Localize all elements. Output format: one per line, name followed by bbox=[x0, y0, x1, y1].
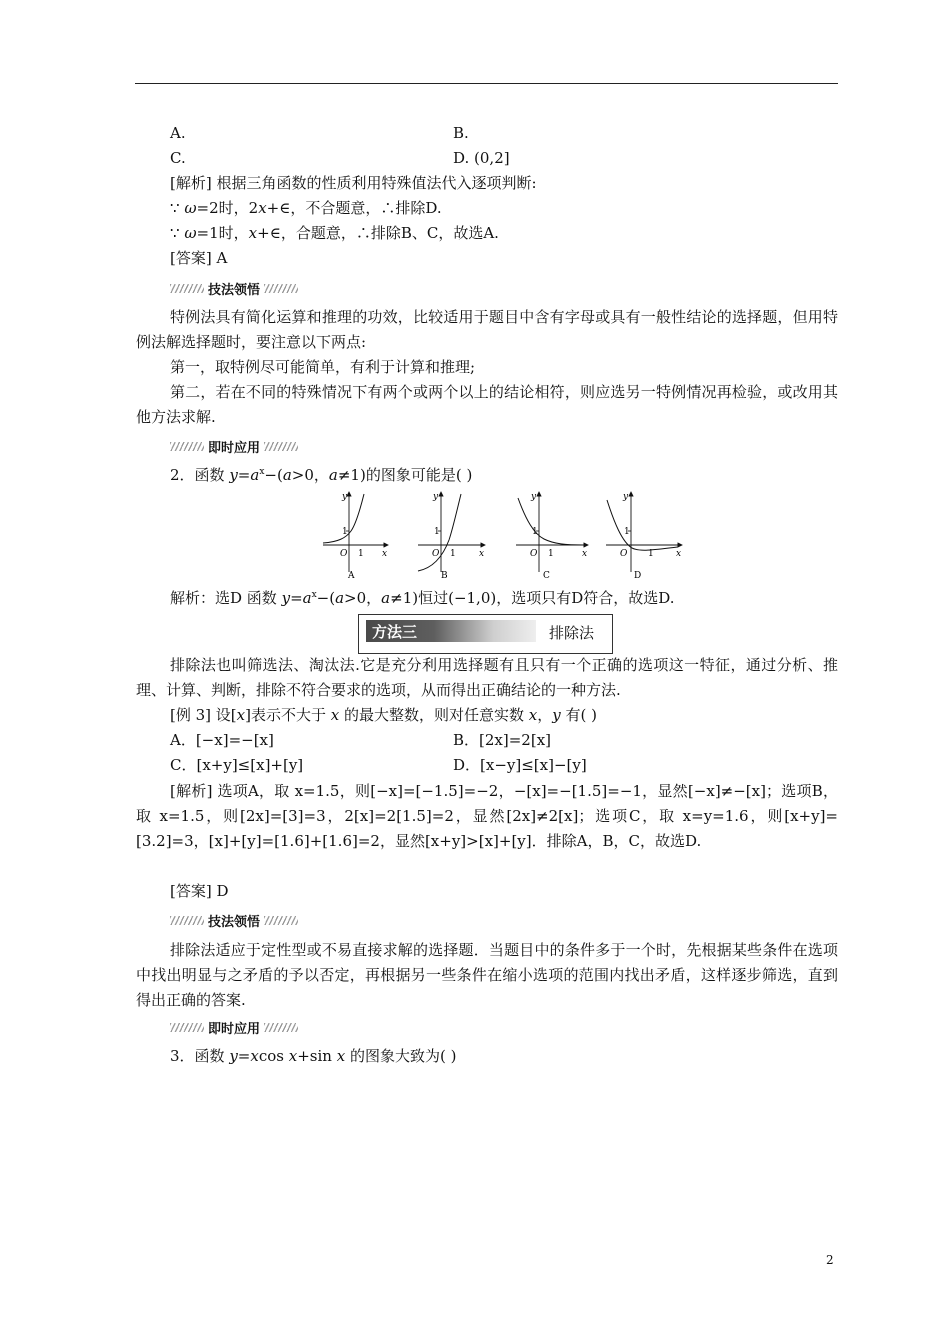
tips-paragraph-3: 第二，若在不同的特殊情况下有两个或两个以上的结论相符，则应选另一特例情况再检验，或改用其他方法求解. bbox=[136, 383, 838, 426]
graph-b-one: 1 bbox=[434, 527, 440, 537]
graph-c-x: x bbox=[582, 549, 588, 559]
ex3-option-a: A．[−x]=−[x] bbox=[170, 731, 274, 749]
analysis-3: [解析] 选项A，取 x=1.5，则[−x]=[−1.5]=−2，−[x]=−[1.5]=−1，显然[−x]≠−[x]；选项B，取 x=1.5，则[2x]=[3]=3，2[x]=2[1.5]=2，显然[2x]≠2[x]；选项C，取 x=y=1.6，则[x+y]=[3.2]=3，[x]+[y]=[1.6]+[1.6]=2，显然[x+y]>[x]+[y]．排除A，B，C，故选D. bbox=[136, 782, 838, 850]
banner-label: 技法领悟 bbox=[208, 914, 261, 930]
option-a: A. bbox=[170, 124, 186, 142]
ex3-option-b: B．[2x]=2[x] bbox=[453, 731, 552, 749]
method-intro: 排除法也叫筛选法、淘汰法.它是充分利用选择题有且只有一个正确的选项这一特征，通过分析、推理、计算、判断，排除不符合要求的选项，从而得出正确结论的一种方法. bbox=[136, 656, 838, 699]
tips-banner-2 bbox=[170, 911, 298, 929]
hatch-decoration bbox=[170, 916, 204, 925]
graph-a-one: 1 bbox=[342, 527, 348, 537]
graph-b-x-one: 1 bbox=[450, 549, 456, 559]
tips-paragraph-4: 排除法适应于定性型或不易直接求解的选择题．当题目中的条件多于一个时，先根据某些条件在选项中找出明显与之矛盾的予以否定，再根据另一些条件在缩小选项的范围内找出矛盾，这样逐步筛选，直到得出正确的答案. bbox=[136, 941, 838, 1009]
ex3-option-c: C．[x+y]≤[x]+[y] bbox=[170, 756, 304, 774]
graph-a-origin: O bbox=[340, 549, 348, 559]
graph-a-y: y bbox=[342, 492, 348, 502]
analysis-heading: [解析] 根据三角函数的性质利用特殊值法代入逐项判断: bbox=[170, 174, 537, 192]
graph-d-x-one: 1 bbox=[648, 549, 654, 559]
apply-banner-1 bbox=[170, 437, 298, 455]
hatch-decoration bbox=[264, 916, 298, 925]
graph-d-origin: O bbox=[620, 549, 628, 559]
graph-d-one: 1 bbox=[624, 527, 630, 537]
answer-3: [答案] D bbox=[170, 882, 229, 900]
graph-b-y: y bbox=[433, 492, 439, 502]
question-3: 3．函数 y=xcos x+sin x 的图象大致为( ) bbox=[170, 1047, 457, 1065]
graph-c bbox=[516, 492, 588, 581]
graph-c-label: C bbox=[543, 571, 550, 581]
graph-c-one: 1 bbox=[532, 527, 538, 537]
option-d: D. (0,2] bbox=[453, 149, 510, 167]
hatch-decoration bbox=[264, 1023, 298, 1032]
graph-c-y: y bbox=[531, 492, 537, 502]
tips-paragraph-1: 特例法具有简化运算和推理的功效，比较适用于题目中含有字母或具有一般性结论的选择题，但用特例法解选择题时，要注意以下两点: bbox=[136, 308, 838, 351]
graph-b-origin: O bbox=[432, 549, 440, 559]
example-3: [例 3] 设[x]表示不大于 x 的最大整数，则对任意实数 x，y 有( ) bbox=[170, 706, 597, 724]
hatch-decoration bbox=[264, 442, 298, 451]
question-2-solution: 解析：选D 函数 $y=a^x-(a>0$，a≠1)恒过(−1,0)，选项只有D符合，故选D. bbox=[170, 589, 675, 607]
apply-banner-2 bbox=[170, 1018, 298, 1036]
tips-banner-1 bbox=[170, 279, 298, 297]
analysis-line-1: ∵ ω=2时，2x+∈，不合题意，∴排除D. bbox=[170, 199, 442, 217]
hatch-decoration bbox=[170, 284, 204, 293]
graph-a-label: A bbox=[348, 571, 355, 581]
tips-paragraph-2: 第一，取特例尽可能简单，有利于计算和推理; bbox=[170, 358, 476, 376]
graph-b bbox=[418, 492, 485, 581]
graph-a-x: x bbox=[382, 549, 388, 559]
method-box bbox=[358, 614, 613, 654]
hatch-decoration bbox=[170, 442, 204, 451]
method-tag: 方法三 bbox=[366, 620, 536, 642]
option-graphs bbox=[318, 488, 688, 583]
option-b: B. bbox=[453, 124, 469, 142]
graph-d-label: D bbox=[634, 571, 642, 581]
page-number: 2 bbox=[826, 1253, 834, 1267]
graph-d-y: y bbox=[623, 492, 629, 502]
option-c: C. bbox=[170, 149, 186, 167]
graph-d bbox=[606, 492, 682, 581]
graph-c-origin: O bbox=[530, 549, 538, 559]
graph-a bbox=[323, 492, 388, 581]
graph-b-label: B bbox=[441, 571, 448, 581]
header-rule bbox=[135, 83, 838, 84]
banner-label: 技法领悟 bbox=[208, 282, 261, 298]
ex3-option-d: D．[x−y]≤[x]−[y] bbox=[453, 756, 587, 774]
graph-b-x: x bbox=[479, 549, 485, 559]
graph-a-x-one: 1 bbox=[358, 549, 364, 559]
hatch-decoration bbox=[170, 1023, 204, 1032]
graph-c-x-one: 1 bbox=[548, 549, 554, 559]
analysis-line-2: ∵ ω=1时，x+∈，合题意，∴排除B、C，故选A. bbox=[170, 224, 499, 242]
graph-d-x: x bbox=[676, 549, 682, 559]
method-title: 排除法 bbox=[549, 624, 595, 642]
question-2: 2．函数 $y=a^x-(a>0$，a≠1)的图象可能是( ) bbox=[170, 466, 473, 484]
hatch-decoration bbox=[264, 284, 298, 293]
answer-1: [答案] A bbox=[170, 249, 228, 267]
banner-label: 即时应用 bbox=[208, 440, 261, 456]
banner-label: 即时应用 bbox=[208, 1021, 261, 1037]
